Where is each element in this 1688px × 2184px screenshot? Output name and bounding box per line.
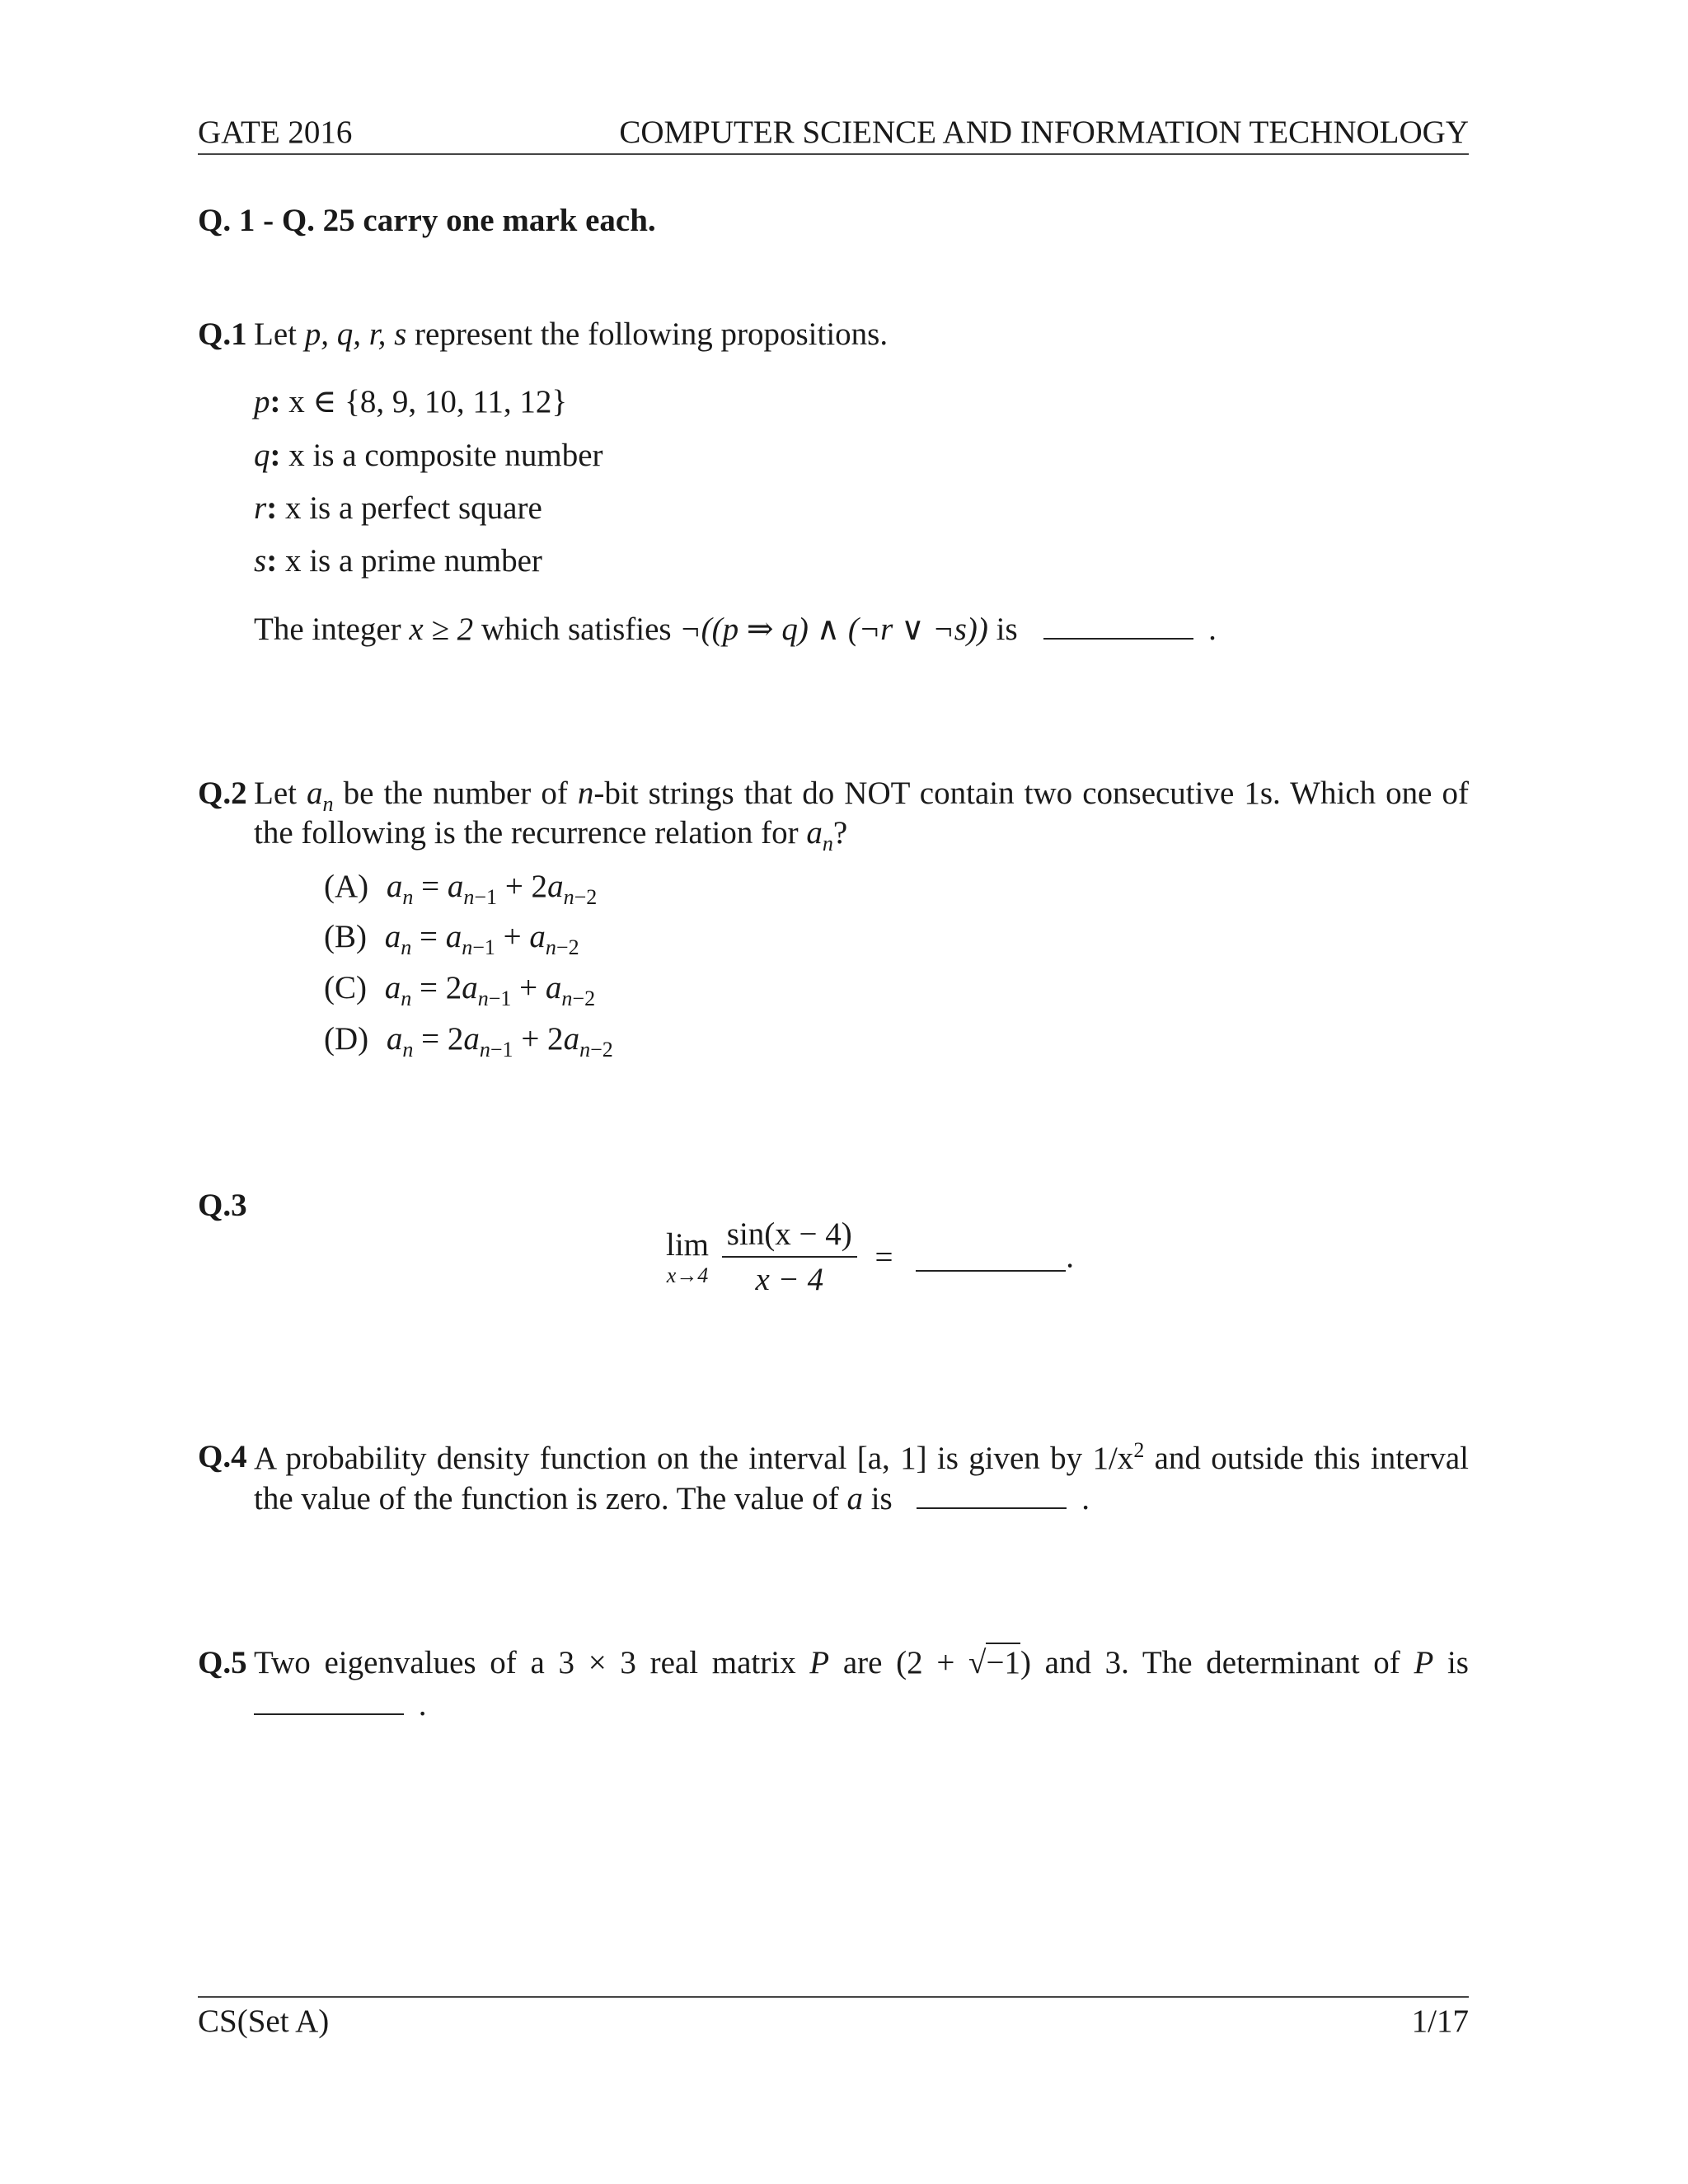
q1-intro (254, 316, 888, 353)
q5-line1-pre: Two eigenvalues of a 3 × 3 real matrix (254, 1645, 810, 1680)
q2-number: Q.2 (198, 776, 247, 811)
answer-blank[interactable] (254, 1685, 404, 1715)
option-label: (A) (324, 869, 369, 904)
q2-option-b[interactable] (324, 918, 579, 960)
q2-option-c[interactable] (324, 969, 595, 1011)
option-label: (D) (324, 1021, 369, 1057)
q1-number: Q.1 (198, 316, 247, 352)
q4-line1-text: A probability density function on the interval [a, 1] is given by 1/x (254, 1441, 1134, 1476)
footer-rule (198, 1996, 1469, 1998)
q4-sup: 2 (1133, 1438, 1145, 1462)
header-right: COMPUTER SCIENCE AND INFORMATION TECHNOLOGY (619, 115, 1469, 150)
footer-page-number: 1/17 (1411, 2004, 1469, 2039)
prop-sep: : (270, 438, 281, 473)
q4-number: Q.4 (198, 1439, 247, 1474)
q2-sub-n: n (822, 831, 833, 855)
q1-final-mid: which satisfies (473, 612, 680, 647)
answer-blank[interactable] (1043, 610, 1193, 640)
q3-equals: = (874, 1239, 893, 1275)
q2-line2-post: ? (832, 815, 848, 851)
option-expr: $a_n = a_{n-1} + 2a_{n-2}$ (386, 869, 598, 909)
q4-line1-post: and outside this interval (1144, 1441, 1469, 1476)
q2-var-n: n (577, 776, 594, 811)
option-expr: $a_n = 2a_{n-1} + 2a_{n-2}$ (386, 1021, 613, 1062)
q2-var-a: a (806, 815, 823, 851)
prop-var: q (254, 438, 270, 473)
q4-var-a: a (846, 1481, 863, 1516)
q1-prop-r (254, 490, 542, 527)
q2-line1-pre: Let (254, 776, 307, 811)
q5-var-p: P (809, 1645, 830, 1680)
prop-var: s (254, 543, 267, 579)
prop-sep: : (266, 543, 278, 579)
q3-denominator: x − 4 (755, 1262, 824, 1297)
prop-text: x is a composite number (280, 438, 603, 473)
q3-numerator: sin(x − 4) (722, 1216, 857, 1258)
q5-line1-mid: are (2 + (829, 1645, 969, 1680)
q3-fraction (722, 1216, 857, 1298)
q2-line2 (254, 814, 847, 856)
q2-line1-mid: be the number of (333, 776, 578, 811)
option-label: (C) (324, 970, 367, 1005)
q1-final-end: . (1208, 612, 1217, 647)
header-left: GATE 2016 (198, 115, 353, 150)
q1-prop-p (254, 383, 567, 420)
q5-line2 (254, 1685, 427, 1723)
q3-number: Q.3 (198, 1188, 247, 1223)
q3-lim: lim (666, 1226, 710, 1263)
answer-blank[interactable] (917, 1479, 1067, 1509)
q2-line1-post: -bit strings that do NOT contain two consecutive 1s. Which one of (593, 776, 1469, 811)
q5-number: Q.5 (198, 1645, 247, 1680)
q3-lim-under: x→4 (666, 1263, 709, 1287)
q2-option-d[interactable] (324, 1020, 613, 1062)
section-title: Q. 1 - Q. 25 carry one mark each. (198, 203, 656, 238)
q5-line1-post: is (1433, 1645, 1469, 1680)
prop-text: x is a perfect square (277, 490, 542, 526)
q1-intro-post: represent the following propositions. (406, 316, 889, 352)
prop-sep: : (266, 490, 278, 526)
q4-line2-pre: the value of the function is zero. The value of (254, 1481, 847, 1516)
q5-sqrt-arg: −1 (986, 1643, 1020, 1680)
header-rule (198, 153, 1469, 155)
q4-line2 (254, 1479, 1090, 1517)
q2-line1 (254, 775, 1469, 817)
q5-line1-close: ) and 3. The determinant of (1020, 1645, 1414, 1680)
q4-line2-post: is (862, 1481, 893, 1516)
q1-final-cond: x ≥ 2 (409, 612, 474, 647)
option-expr: $a_n = 2a_{n-1} + a_{n-2}$ (384, 970, 596, 1010)
q1-final-expr: ¬((p ⇒ q) ∧ (¬r ∨ ¬s)) (679, 612, 988, 647)
q3-limit-expression (666, 1216, 1074, 1298)
q2-var-a: a (307, 776, 323, 811)
q5-line1 (254, 1644, 1469, 1681)
prop-text: x ∈ {8, 9, 10, 11, 12} (280, 384, 568, 419)
footer-left: CS(Set A) (198, 2004, 330, 2039)
q3-lim-block (666, 1226, 709, 1288)
q2-option-a[interactable] (324, 868, 597, 910)
q4-end: . (1081, 1481, 1090, 1516)
q1-final-pre: The integer (254, 612, 410, 647)
q3-end: . (1066, 1239, 1074, 1275)
prop-sep: : (270, 384, 281, 419)
q4-line1 (254, 1438, 1469, 1477)
q1-final-post: is (987, 612, 1018, 647)
q2-sub-n: n (322, 791, 334, 816)
option-expr: $a_n = a_{n-1} + a_{n-2}$ (384, 919, 579, 959)
q1-intro-pre: Let (254, 316, 305, 352)
prop-var: p (254, 384, 270, 419)
q1-prop-q (254, 437, 603, 474)
q2-line2-pre: the following is the recurrence relation for (254, 815, 807, 851)
q5-end: . (418, 1687, 427, 1722)
q1-question (254, 610, 1217, 648)
q5-var-p2: P (1414, 1645, 1434, 1680)
answer-blank[interactable] (916, 1242, 1066, 1272)
sqrt-icon: √ (968, 1645, 987, 1680)
q1-intro-vars: p, q, r, s (304, 316, 407, 352)
prop-text: x is a prime number (277, 543, 542, 579)
q1-prop-s (254, 542, 542, 579)
option-label: (B) (324, 919, 367, 954)
prop-var: r (254, 490, 267, 526)
